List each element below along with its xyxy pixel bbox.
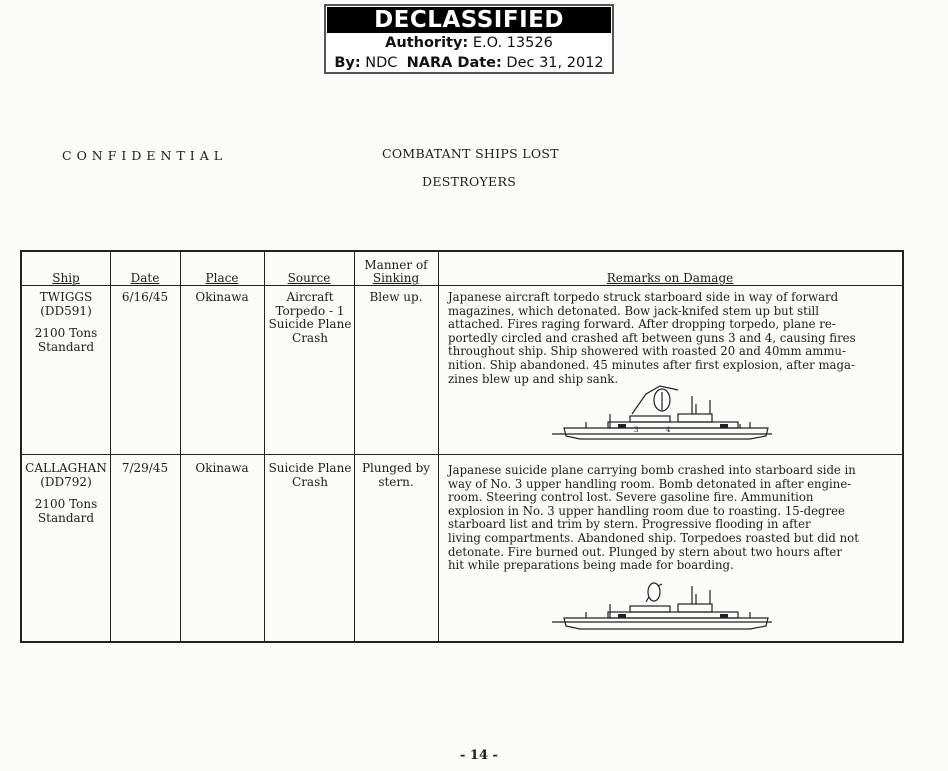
twiggs-damage-diagram xyxy=(550,384,780,446)
row2-remarks-line: Japanese suicide plane carrying bomb crashed into starboard side in xyxy=(448,463,856,477)
stamp-by-value: NDC xyxy=(365,55,398,71)
row1-source-line: Torpedo - 1 xyxy=(275,303,345,318)
stamp-authority-label: Authority: xyxy=(385,35,469,51)
row1-source-line: Suicide Plane xyxy=(268,317,352,331)
header-date: Date xyxy=(130,271,160,285)
column-divider xyxy=(180,252,181,641)
row2-hull-number: (DD792) xyxy=(40,474,92,489)
damage-mark-gun-4: 4 xyxy=(666,426,671,434)
declassified-stamp xyxy=(324,4,614,74)
row2-source-line: Suicide Plane xyxy=(268,461,352,475)
row1-standard: Standard xyxy=(37,339,95,354)
row1-tons: 2100 Tons xyxy=(34,326,98,340)
row1-manner-line: Blew up. xyxy=(369,290,423,304)
header-remarks: Remarks on Damage xyxy=(606,271,734,285)
column-divider xyxy=(264,252,265,641)
row1-remarks-line: zines blew up and ship sank. xyxy=(448,371,619,386)
row1-place: Okinawa xyxy=(195,290,249,304)
row1-remarks-line: magazines, which detonated. Bow jack-knifed stem up but still xyxy=(448,303,820,318)
row2-remarks-line: explosion in No. 3 upper handling room due to roasting. 15-degree xyxy=(448,503,845,518)
stamp-by-line xyxy=(326,53,612,73)
header-divider xyxy=(22,285,902,286)
row1-source-line: Aircraft xyxy=(286,290,334,304)
row2-ship-cell xyxy=(22,462,110,525)
header-source: Source xyxy=(287,271,331,285)
row-divider xyxy=(22,454,902,455)
row2-remarks-line: hit while preparations being made for boarding. xyxy=(448,558,734,573)
stamp-nara-value: Dec 31, 2012 xyxy=(506,55,604,71)
header-place: Place xyxy=(205,271,239,285)
document-subtitle: DESTROYERS xyxy=(422,174,517,189)
row2-ship-name: CALLAGHAN xyxy=(25,461,107,475)
classification-label: CONFIDENTIAL xyxy=(62,148,228,163)
row2-date: 7/29/45 xyxy=(121,461,169,475)
row2-place: Okinawa xyxy=(195,461,249,475)
ships-lost-table xyxy=(20,250,904,643)
callaghan-damage-diagram xyxy=(550,578,780,636)
row2-manner xyxy=(354,462,438,489)
row1-remarks-line: throughout ship. Ship showered with roasted 20 and 40mm ammu- xyxy=(448,344,846,359)
row1-remarks-line: nition. Ship abandoned. 45 minutes after first explosion, after maga- xyxy=(448,357,855,372)
column-divider xyxy=(354,252,355,641)
row1-remarks-line: Japanese aircraft torpedo struck starboard side in way of forward xyxy=(448,290,839,304)
stamp-title: DECLASSIFIED xyxy=(327,7,611,33)
row1-source-line: Crash xyxy=(292,330,328,345)
row2-remarks-line: way of No. 3 upper handling room. Bomb detonated in after engine- xyxy=(448,476,852,491)
row2-remarks xyxy=(448,464,906,573)
row1-remarks-line: attached. Fires raging forward. After dropping torpedo, plane re- xyxy=(448,317,836,332)
row1-manner xyxy=(354,291,438,305)
header-manner-line2: Sinking xyxy=(372,271,420,285)
row2-source-line: Crash xyxy=(292,474,328,489)
document-title: COMBATANT SHIPS LOST xyxy=(382,146,559,161)
row2-remarks-line: room. Steering control lost. Severe gasoline fire. Ammunition xyxy=(448,490,814,505)
row2-source xyxy=(266,462,354,489)
row2-tons: 2100 Tons xyxy=(34,497,98,511)
row1-date: 6/16/45 xyxy=(121,290,169,304)
row2-standard: Standard xyxy=(37,510,95,525)
row2-remarks-line: detonate. Fire burned out. Plunged by stern about two hours after xyxy=(448,544,842,559)
header-manner-line1: Manner of xyxy=(364,258,428,272)
stamp-nara-label: NARA Date: xyxy=(406,55,502,71)
row1-source xyxy=(266,291,354,345)
row2-manner-line: stern. xyxy=(378,474,414,489)
stamp-authority xyxy=(326,33,612,53)
row1-hull-number: (DD591) xyxy=(40,303,92,318)
row1-ship-name: TWIGGS xyxy=(39,290,93,304)
page-number: - 14 - xyxy=(460,748,498,763)
damage-mark-gun-3: 3 xyxy=(634,426,639,434)
row2-manner-line: Plunged by xyxy=(361,461,431,475)
row1-ship-cell xyxy=(22,291,110,354)
column-divider xyxy=(438,252,439,641)
header-ship: Ship xyxy=(52,271,80,285)
stamp-authority-value: E.O. 13526 xyxy=(472,35,553,51)
stamp-by-label: By: xyxy=(334,55,361,71)
row1-remarks xyxy=(448,291,906,386)
row1-remarks-line: portedly circled and crashed aft between guns 3 and 4, causing fires xyxy=(448,330,856,345)
row2-remarks-line: starboard list and trim by stern. Progressive flooding in after xyxy=(448,517,811,532)
row2-remarks-line: living compartments. Abandoned ship. Torpedoes roasted but did not xyxy=(448,530,859,545)
column-divider xyxy=(110,252,111,641)
